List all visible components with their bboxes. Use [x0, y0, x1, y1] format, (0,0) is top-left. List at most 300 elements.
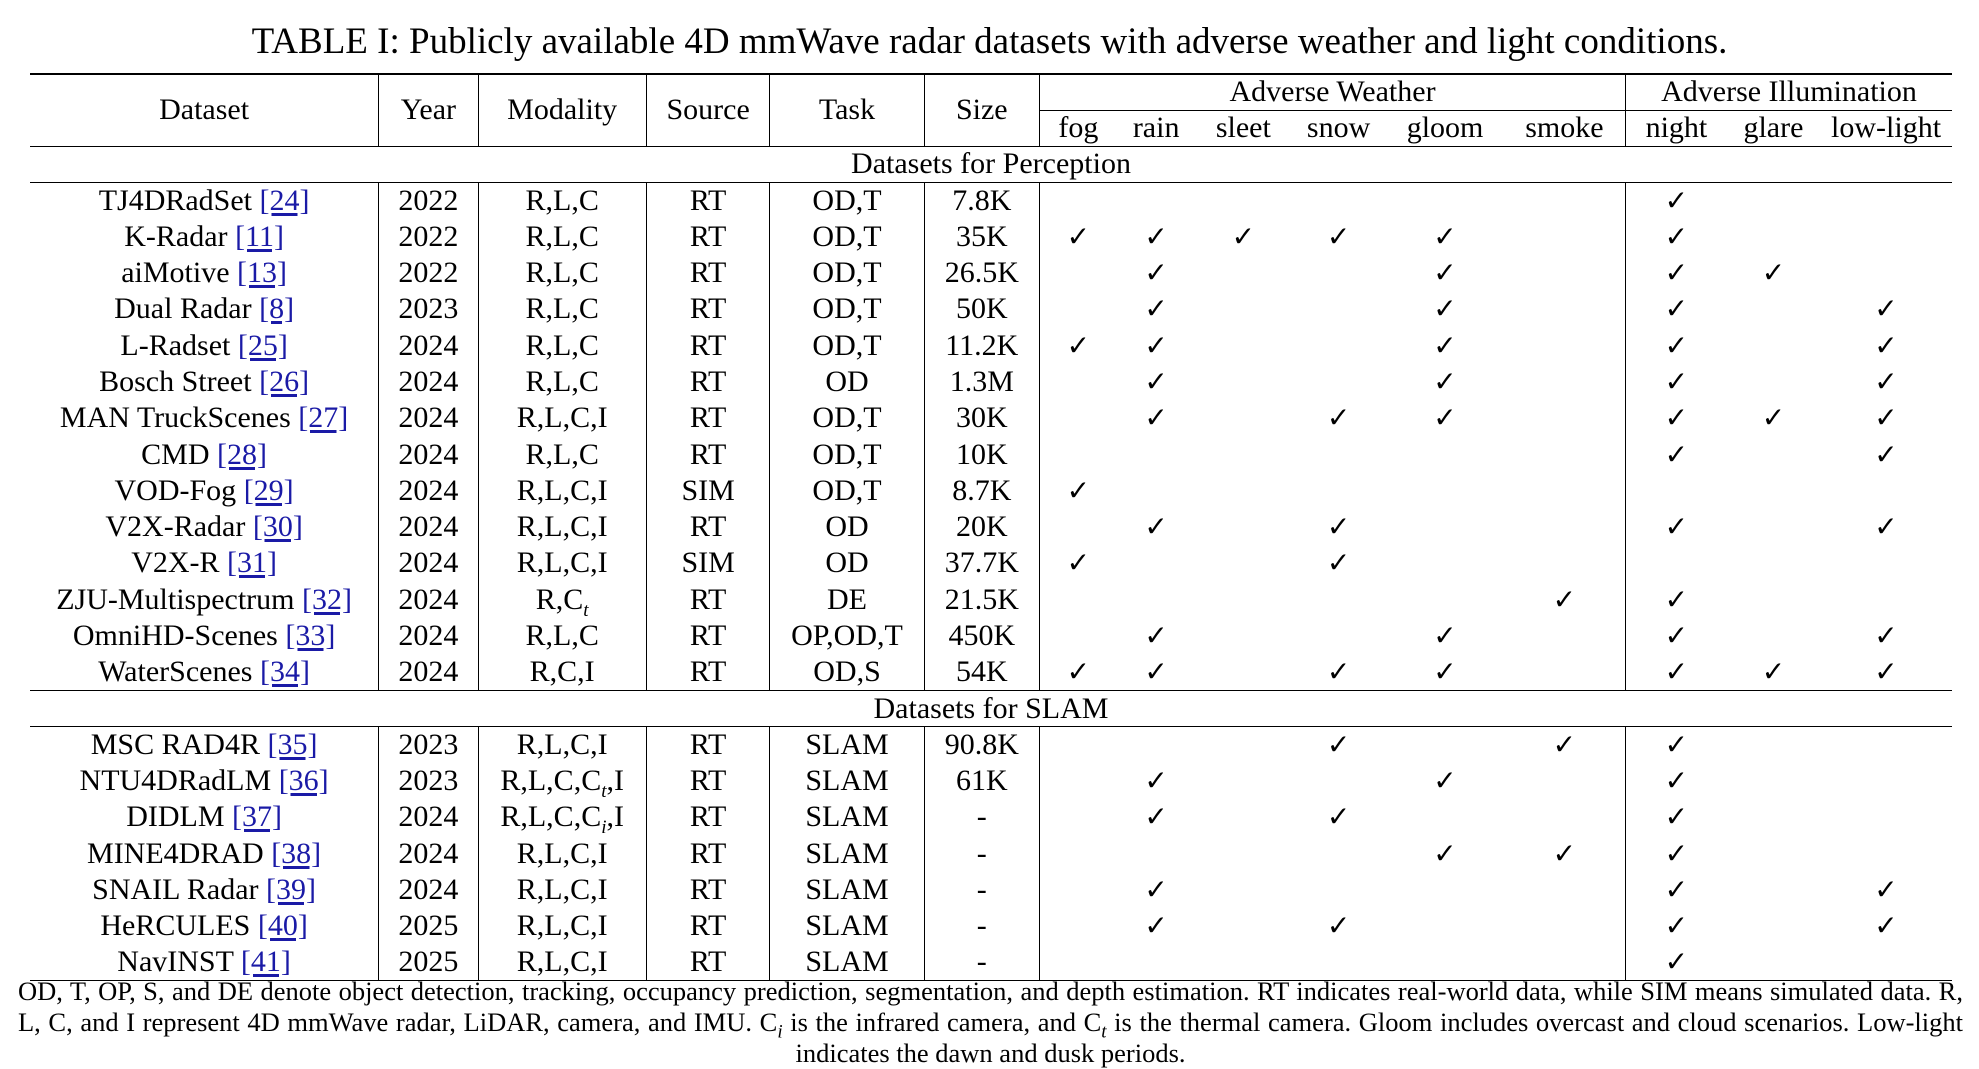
- dataset-name: MSC RAD4R: [90, 728, 260, 762]
- checkmark-icon: ✓: [1433, 619, 1457, 652]
- cell-weather-sleet: [1196, 872, 1291, 908]
- checkmark-icon: ✓: [1664, 800, 1689, 834]
- cell-size: 7.8K: [924, 182, 1040, 218]
- modality-text: R,L,C,C: [500, 800, 602, 834]
- cell-weather-snow: [1291, 763, 1386, 799]
- cell-task: SLAM: [770, 727, 924, 763]
- cell-weather-gloom: [1386, 618, 1504, 654]
- cell-weather-gloom: [1386, 582, 1504, 618]
- cell-weather-smoke: [1504, 908, 1626, 944]
- cell-weather-snow: [1291, 291, 1386, 327]
- checkmark-icon: ✓: [1664, 836, 1689, 870]
- cell-weather-snow: [1291, 618, 1386, 654]
- cell-year: 2024: [379, 618, 478, 654]
- cell-weather-smoke: [1504, 473, 1626, 509]
- cell-task: OD: [770, 509, 924, 545]
- cell-source: SIM: [646, 545, 770, 581]
- cell-weather-snow: [1291, 727, 1386, 763]
- cell-weather-fog: [1040, 799, 1117, 835]
- modality-subscript: t: [583, 599, 589, 618]
- cell-modality: [478, 400, 646, 436]
- cell-weather-smoke: [1504, 400, 1626, 436]
- dataset-name: MINE4DRAD: [87, 836, 264, 870]
- checkmark-icon: ✓: [1664, 256, 1689, 290]
- cell-weather-rain: [1117, 182, 1196, 218]
- cell-illum-glare: [1727, 509, 1820, 545]
- checkmark-icon: ✓: [1144, 219, 1168, 253]
- citation-link[interactable]: [24]: [259, 183, 310, 217]
- header-modality: Modality: [478, 74, 646, 146]
- cell-year: 2023: [379, 291, 478, 327]
- dataset-name: CMD: [141, 437, 210, 471]
- citation-link[interactable]: [13]: [237, 256, 287, 290]
- cell-source: RT: [646, 763, 770, 799]
- cell-illum-night: [1625, 727, 1726, 763]
- cell-weather-sleet: [1196, 473, 1291, 509]
- section-row: [30, 690, 1952, 726]
- cell-weather-sleet: [1196, 219, 1291, 255]
- cell-dataset: [30, 872, 379, 908]
- citation-link[interactable]: [35]: [267, 728, 318, 762]
- modality-text: R,C,I: [529, 655, 595, 689]
- citation-link[interactable]: [36]: [278, 764, 329, 798]
- cell-year: 2022: [379, 182, 478, 218]
- cell-weather-gloom: [1386, 908, 1504, 944]
- citation-link[interactable]: [33]: [285, 619, 336, 652]
- checkmark-icon: ✓: [1552, 836, 1577, 870]
- header-dataset: Dataset: [30, 74, 379, 146]
- cell-weather-smoke: [1504, 799, 1626, 835]
- citation-link[interactable]: [31]: [227, 546, 278, 580]
- cell-size: 35K: [924, 219, 1040, 255]
- cell-illum-glare: [1727, 291, 1820, 327]
- cell-year: 2024: [379, 654, 478, 690]
- citation-link[interactable]: [34]: [259, 655, 310, 689]
- table-row: [30, 727, 1952, 763]
- cell-illum-low-light: [1820, 545, 1952, 581]
- checkmark-icon: ✓: [1326, 800, 1351, 834]
- citation-link[interactable]: [40]: [257, 909, 308, 943]
- cell-size: -: [924, 908, 1040, 944]
- cell-weather-smoke: [1504, 727, 1626, 763]
- cell-weather-sleet: [1196, 400, 1291, 436]
- cell-weather-fog: [1040, 219, 1117, 255]
- cell-weather-smoke: [1504, 654, 1626, 690]
- modality-text: R,L,C: [525, 328, 599, 362]
- cell-task: OD: [770, 545, 924, 581]
- checkmark-icon: ✓: [1664, 764, 1689, 798]
- cell-weather-smoke: [1504, 509, 1626, 545]
- checkmark-icon: ✓: [1433, 328, 1457, 362]
- cell-modality: [478, 364, 646, 400]
- checkmark-icon: ✓: [1433, 655, 1457, 689]
- checkmark-icon: ✓: [1664, 655, 1689, 689]
- cell-weather-rain: [1117, 509, 1196, 545]
- cell-weather-rain: [1117, 654, 1196, 690]
- cell-task: OD,T: [770, 327, 924, 363]
- cell-weather-rain: [1117, 582, 1196, 618]
- cell-dataset: [30, 908, 379, 944]
- checkmark-icon: ✓: [1874, 401, 1898, 435]
- table-row: [30, 473, 1952, 509]
- checkmark-icon: ✓: [1874, 328, 1898, 362]
- citation-link[interactable]: [39]: [266, 873, 317, 907]
- section-title: Datasets for Perception: [30, 146, 1952, 182]
- cell-source: RT: [646, 727, 770, 763]
- cell-dataset: [30, 509, 379, 545]
- cell-weather-gloom: [1386, 872, 1504, 908]
- cell-illum-low-light: [1820, 654, 1952, 690]
- cell-illum-glare: [1727, 763, 1820, 799]
- cell-source: RT: [646, 945, 770, 981]
- cell-weather-snow: [1291, 509, 1386, 545]
- modality-text: R,L,C: [525, 364, 599, 398]
- citation-link[interactable]: [25]: [237, 328, 288, 362]
- cell-weather-smoke: [1504, 836, 1626, 872]
- cell-illum-glare: [1727, 872, 1820, 908]
- cell-weather-snow: [1291, 908, 1386, 944]
- cell-weather-smoke: [1504, 618, 1626, 654]
- cell-year: 2023: [379, 763, 478, 799]
- checkmark-icon: ✓: [1066, 473, 1091, 507]
- cell-size: -: [924, 799, 1040, 835]
- checkmark-icon: ✓: [1433, 256, 1457, 290]
- cell-illum-glare: [1727, 219, 1820, 255]
- cell-size: 450K: [924, 618, 1040, 654]
- cell-weather-gloom: [1386, 182, 1504, 218]
- citation-link[interactable]: [27]: [298, 401, 349, 435]
- checkmark-icon: ✓: [1664, 510, 1689, 544]
- checkmark-icon: ✓: [1874, 655, 1898, 689]
- cell-source: RT: [646, 182, 770, 218]
- citation-link[interactable]: [37]: [232, 800, 282, 834]
- cell-illum-low-light: [1820, 473, 1952, 509]
- table-row: [30, 582, 1952, 618]
- modality-text: R,L,C,I: [516, 836, 608, 870]
- cell-weather-snow: [1291, 436, 1386, 472]
- table-row: [30, 618, 1952, 654]
- cell-weather-gloom: [1386, 654, 1504, 690]
- cell-weather-smoke: [1504, 255, 1626, 291]
- cell-modality: [478, 327, 646, 363]
- checkmark-icon: ✓: [1326, 510, 1351, 544]
- cell-size: 1.3M: [924, 364, 1040, 400]
- header-year: Year: [379, 74, 478, 146]
- cell-source: RT: [646, 908, 770, 944]
- cell-modality: [478, 219, 646, 255]
- dataset-name: L-Radset: [120, 328, 231, 362]
- checkmark-icon: ✓: [1761, 401, 1786, 435]
- cell-illum-low-light: [1820, 509, 1952, 545]
- table-row: [30, 545, 1952, 581]
- dataset-name: HeRCULES: [100, 909, 251, 943]
- dataset-name: Bosch Street: [99, 364, 252, 398]
- cell-dataset: [30, 327, 379, 363]
- cell-source: RT: [646, 327, 770, 363]
- cell-weather-rain: [1117, 763, 1196, 799]
- cell-year: 2024: [379, 582, 478, 618]
- cell-modality: [478, 291, 646, 327]
- cell-task: OD: [770, 364, 924, 400]
- cell-weather-rain: [1117, 436, 1196, 472]
- dataset-name: Dual Radar: [114, 292, 252, 326]
- cell-modality: [478, 545, 646, 581]
- cell-weather-gloom: [1386, 799, 1504, 835]
- checkmark-icon: ✓: [1066, 655, 1091, 689]
- cell-source: RT: [646, 255, 770, 291]
- cell-size: 30K: [924, 400, 1040, 436]
- dataset-name: VOD-Fog: [114, 473, 237, 507]
- checkmark-icon: ✓: [1066, 219, 1091, 253]
- table-body: [30, 146, 1952, 981]
- checkmark-icon: ✓: [1433, 219, 1457, 253]
- checkmark-icon: ✓: [1433, 292, 1457, 326]
- header-adverse-illumination: Adverse Illumination: [1625, 74, 1952, 110]
- modality-text: R,L,C,I: [516, 873, 608, 907]
- table-row: [30, 654, 1952, 690]
- section-title: Datasets for SLAM: [30, 690, 1952, 726]
- cell-illum-low-light: [1820, 255, 1952, 291]
- cell-year: 2024: [379, 364, 478, 400]
- citation-link[interactable]: [11]: [235, 219, 284, 253]
- cell-modality: [478, 436, 646, 472]
- citation-link[interactable]: [8]: [259, 292, 295, 326]
- cell-weather-rain: [1117, 473, 1196, 509]
- modality-subscript: i: [601, 817, 607, 836]
- cell-source: SIM: [646, 473, 770, 509]
- cell-weather-smoke: [1504, 763, 1626, 799]
- cell-year: 2024: [379, 436, 478, 472]
- citation-link[interactable]: [38]: [271, 836, 322, 870]
- dataset-name: V2X-R: [131, 546, 220, 580]
- cell-illum-glare: [1727, 654, 1820, 690]
- cell-task: OD,T: [770, 400, 924, 436]
- cell-illum-night: [1625, 255, 1726, 291]
- citation-link[interactable]: [32]: [302, 582, 352, 616]
- dataset-name: SNAIL Radar: [92, 873, 259, 907]
- section-row: [30, 146, 1952, 182]
- checkmark-icon: ✓: [1144, 510, 1168, 544]
- cell-illum-night: [1625, 436, 1726, 472]
- cell-size: 10K: [924, 436, 1040, 472]
- checkmark-icon: ✓: [1874, 437, 1898, 471]
- modality-text: R,L,C,I: [516, 909, 608, 943]
- cell-illum-night: [1625, 182, 1726, 218]
- cell-illum-night: [1625, 473, 1726, 509]
- cell-weather-rain: [1117, 727, 1196, 763]
- cell-weather-gloom: [1386, 400, 1504, 436]
- citation-link[interactable]: [29]: [243, 473, 294, 507]
- citation-link[interactable]: [28]: [217, 437, 268, 471]
- cell-modality: [478, 654, 646, 690]
- dataset-name: NTU4DRadLM: [79, 764, 272, 798]
- cell-weather-snow: [1291, 799, 1386, 835]
- notes-text-3: is the thermal camera. Gloom includes overcast and cloud scenarios. Low-light indicates the dawn and dusk periods.: [795, 1007, 1963, 1068]
- cell-illum-glare: [1727, 400, 1820, 436]
- modality-text: R,C: [535, 582, 584, 616]
- cell-illum-low-light: [1820, 582, 1952, 618]
- header-illum-glare: glare: [1727, 110, 1820, 146]
- cell-weather-snow: [1291, 654, 1386, 690]
- checkmark-icon: ✓: [1144, 800, 1168, 834]
- cell-weather-fog: [1040, 872, 1117, 908]
- modality-text: R,L,C: [525, 219, 599, 253]
- table-row: [30, 436, 1952, 472]
- cell-dataset: [30, 582, 379, 618]
- dataset-name: TJ4DRadSet: [98, 183, 253, 217]
- cell-dataset: [30, 727, 379, 763]
- checkmark-icon: ✓: [1761, 256, 1786, 290]
- cell-year: 2024: [379, 545, 478, 581]
- cell-illum-night: [1625, 618, 1726, 654]
- cell-weather-snow: [1291, 545, 1386, 581]
- cell-weather-fog: [1040, 436, 1117, 472]
- cell-year: 2023: [379, 727, 478, 763]
- cell-year: 2025: [379, 945, 478, 981]
- cell-weather-rain: [1117, 327, 1196, 363]
- cell-size: 8.7K: [924, 473, 1040, 509]
- cell-modality: [478, 473, 646, 509]
- cell-modality: [478, 727, 646, 763]
- header-weather-snow: snow: [1291, 110, 1386, 146]
- cell-weather-sleet: [1196, 545, 1291, 581]
- checkmark-icon: ✓: [1326, 728, 1351, 762]
- notes-text-1: OD, T, OP, S, and DE denote object detection, tracking, occupancy prediction, segmentation, and depth estimation. RT indicates real-world data, while SIM means simulated data. R, L, C, and I represent 4D mmWave radar, LiDAR, camera, and IMU. C: [18, 976, 1963, 1037]
- cell-illum-night: [1625, 400, 1726, 436]
- cell-task: OD,T: [770, 255, 924, 291]
- checkmark-icon: ✓: [1664, 183, 1689, 217]
- modality-text: R,L,C,I: [516, 945, 608, 979]
- header-weather-rain: rain: [1117, 110, 1196, 146]
- cell-illum-low-light: [1820, 436, 1952, 472]
- cell-size: -: [924, 945, 1040, 981]
- dataset-name: V2X-Radar: [105, 510, 246, 544]
- header-illum-night: night: [1625, 110, 1726, 146]
- cell-task: SLAM: [770, 799, 924, 835]
- citation-link[interactable]: [41]: [240, 945, 291, 979]
- table-row: [30, 400, 1952, 436]
- cell-year: 2022: [379, 255, 478, 291]
- cell-task: OD,T: [770, 219, 924, 255]
- cell-weather-smoke: [1504, 872, 1626, 908]
- cell-weather-gloom: [1386, 473, 1504, 509]
- cell-task: SLAM: [770, 945, 924, 981]
- cell-illum-glare: [1727, 364, 1820, 400]
- cell-illum-low-light: [1820, 219, 1952, 255]
- checkmark-icon: ✓: [1433, 401, 1457, 435]
- cell-weather-fog: [1040, 255, 1117, 291]
- cell-weather-snow: [1291, 473, 1386, 509]
- modality-text: R,L,C: [525, 619, 599, 652]
- cell-modality: [478, 799, 646, 835]
- cell-source: RT: [646, 291, 770, 327]
- cell-weather-snow: [1291, 872, 1386, 908]
- cell-illum-glare: [1727, 799, 1820, 835]
- header-weather-fog: fog: [1040, 110, 1117, 146]
- citation-link[interactable]: [30]: [252, 510, 303, 544]
- cell-dataset: [30, 182, 379, 218]
- cell-task: SLAM: [770, 908, 924, 944]
- cell-weather-fog: [1040, 327, 1117, 363]
- table-row: [30, 291, 1952, 327]
- cell-weather-sleet: [1196, 509, 1291, 545]
- cell-dataset: [30, 654, 379, 690]
- cell-dataset: [30, 618, 379, 654]
- cell-dataset: [30, 219, 379, 255]
- modality-text: R,L,C: [525, 292, 599, 326]
- citation-link[interactable]: [26]: [259, 364, 310, 398]
- cell-weather-fog: [1040, 763, 1117, 799]
- cell-dataset: [30, 799, 379, 835]
- cell-source: RT: [646, 799, 770, 835]
- cell-weather-sleet: [1196, 436, 1291, 472]
- cell-illum-glare: [1727, 727, 1820, 763]
- cell-year: 2024: [379, 509, 478, 545]
- cell-modality: [478, 908, 646, 944]
- dataset-name: NavINST: [117, 945, 234, 979]
- cell-weather-smoke: [1504, 327, 1626, 363]
- dataset-name: DIDLM: [126, 800, 225, 834]
- cell-size: 26.5K: [924, 255, 1040, 291]
- checkmark-icon: ✓: [1144, 619, 1168, 652]
- cell-size: 21.5K: [924, 582, 1040, 618]
- cell-dataset: [30, 291, 379, 327]
- cell-year: 2024: [379, 400, 478, 436]
- cell-weather-smoke: [1504, 364, 1626, 400]
- checkmark-icon: ✓: [1664, 219, 1689, 253]
- cell-source: RT: [646, 436, 770, 472]
- cell-illum-night: [1625, 908, 1726, 944]
- cell-illum-low-light: [1820, 799, 1952, 835]
- cell-illum-night: [1625, 364, 1726, 400]
- cell-weather-gloom: [1386, 327, 1504, 363]
- cell-weather-fog: [1040, 545, 1117, 581]
- cell-weather-fog: [1040, 908, 1117, 944]
- dataset-name: aiMotive: [121, 256, 230, 290]
- checkmark-icon: ✓: [1874, 873, 1898, 907]
- cell-source: RT: [646, 582, 770, 618]
- cell-dataset: [30, 473, 379, 509]
- cell-illum-night: [1625, 545, 1726, 581]
- cell-modality: [478, 872, 646, 908]
- checkmark-icon: ✓: [1664, 582, 1689, 616]
- cell-illum-night: [1625, 872, 1726, 908]
- cell-weather-snow: [1291, 327, 1386, 363]
- cell-dataset: [30, 400, 379, 436]
- cell-task: OD,T: [770, 182, 924, 218]
- table-row: [30, 255, 1952, 291]
- cell-illum-low-light: [1820, 763, 1952, 799]
- cell-weather-gloom: [1386, 727, 1504, 763]
- cell-weather-fog: [1040, 182, 1117, 218]
- cell-weather-sleet: [1196, 727, 1291, 763]
- header-weather-gloom: gloom: [1386, 110, 1504, 146]
- cell-illum-low-light: [1820, 327, 1952, 363]
- cell-dataset: [30, 836, 379, 872]
- cell-modality: [478, 582, 646, 618]
- header-illum-low-light: low-light: [1820, 110, 1952, 146]
- checkmark-icon: ✓: [1144, 292, 1168, 326]
- cell-weather-smoke: [1504, 545, 1626, 581]
- dataset-name: ZJU-Multispectrum: [56, 582, 295, 616]
- modality-text: R,L,C,I: [516, 401, 608, 435]
- cell-weather-sleet: [1196, 182, 1291, 218]
- cell-size: -: [924, 836, 1040, 872]
- cell-source: RT: [646, 364, 770, 400]
- checkmark-icon: ✓: [1433, 836, 1457, 870]
- cell-weather-sleet: [1196, 327, 1291, 363]
- checkmark-icon: ✓: [1326, 219, 1351, 253]
